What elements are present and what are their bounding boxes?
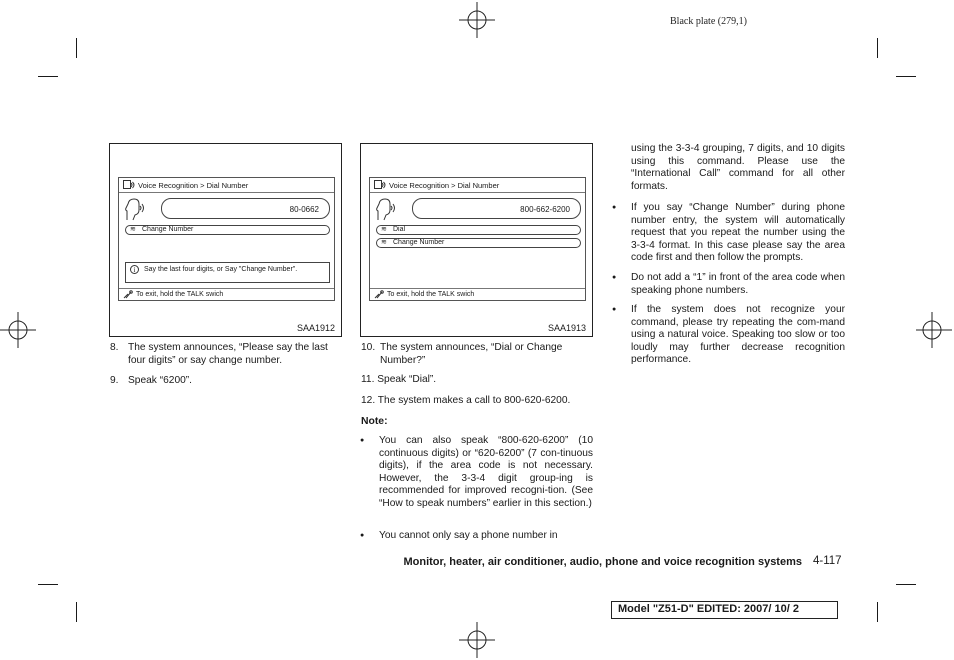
crop-mark (877, 38, 878, 58)
face-icon (123, 198, 145, 222)
bullet-change-number: If you say “Change Number” during phone number entry, the system will automatically request that you repeat the number using the 3-3-4 format. In this case please say the area code first and then follow the prompts. (631, 202, 845, 264)
screen-title: Voice Recognition > Dial Number (374, 180, 499, 190)
registration-mark-icon (457, 0, 497, 40)
crop-mark (76, 38, 77, 58)
voice-recognition-icon (374, 180, 386, 190)
info-icon: i (130, 265, 139, 274)
step-8-text: The system announces, “Please say the last four digits” or say change number. (128, 342, 328, 366)
section-footer: Monitor, heater, air conditioner, audio, phone and voice recognition systems (403, 556, 802, 568)
registration-mark-icon (912, 310, 952, 350)
crop-mark (38, 584, 58, 585)
talk-icon (123, 290, 133, 299)
bullet-icon: ● (612, 274, 617, 281)
crop-mark (877, 602, 878, 622)
screen-separator (119, 288, 334, 289)
prompt-message: i Say the last four digits, or Say "Change Number". (125, 262, 330, 283)
screen-separator (370, 192, 585, 193)
dial-option[interactable]: ≋ Dial (376, 225, 581, 235)
page-number: 4-117 (813, 555, 842, 567)
step-12: 12. The system makes a call to 800-620-6200. (361, 395, 571, 406)
step-9-number: 9. (110, 375, 119, 386)
note-bullet-1: You can also speak “800-620-6200” (10 continuous digits) or “620-6200” (7 con-tinuous digits), if the area code is not necessary. However, the 3-3-4 digit group-ing is recommended for improved recogni-tion. (See “How to speak numbers” earlier in this section.) (379, 435, 593, 509)
exit-instruction: To exit, hold the TALK swich (374, 290, 474, 299)
registration-mark-icon (0, 310, 40, 350)
face-icon (374, 198, 396, 222)
step-11: 11. Speak “Dial”. (361, 374, 437, 385)
talk-icon: ≋ (381, 239, 387, 246)
screen-separator (119, 192, 334, 193)
figure-saa1913 (360, 143, 593, 337)
note-heading: Note: (361, 416, 388, 427)
note-bullet-2: You cannot only say a phone number in (379, 530, 558, 541)
bullet-icon: ● (360, 437, 365, 444)
talk-icon: ≋ (130, 226, 136, 233)
screen-separator (370, 288, 585, 289)
figure-code: SAA1912 (296, 323, 335, 333)
plate-label: Black plate (279,1) (670, 16, 747, 27)
voice-recognition-icon (123, 180, 135, 190)
talk-icon: ≋ (381, 226, 387, 233)
figure-saa1912 (109, 143, 342, 337)
number-display (412, 198, 581, 219)
step-9-text: Speak “6200”. (128, 375, 192, 386)
continued-text: using the 3-3-4 grouping, 7 digits, and 10 digits using this command. Please use the “International Call” command for all other formats. (631, 143, 845, 192)
screen-display (369, 177, 586, 301)
bullet-icon: ● (612, 306, 617, 313)
bullet-icon: ● (360, 532, 365, 539)
change-number-option[interactable]: ≋ Change Number (376, 238, 581, 248)
screen-display (118, 177, 335, 301)
crop-mark (896, 76, 916, 77)
exit-instruction: To exit, hold the TALK swich (123, 290, 223, 299)
figure-code: SAA1913 (547, 323, 586, 333)
crop-mark (76, 602, 77, 622)
crop-mark (38, 76, 58, 77)
crop-mark (896, 584, 916, 585)
talk-icon (374, 290, 384, 299)
bullet-icon: ● (612, 204, 617, 211)
step-10-number: 10. (361, 342, 376, 353)
step-10-text: The system announces, “Dial or Change Number?” (380, 342, 563, 366)
registration-mark-icon (457, 620, 497, 660)
screen-title: Voice Recognition > Dial Number (123, 180, 248, 190)
change-number-option[interactable]: ≋ Change Number (125, 225, 330, 235)
step-8-number: 8. (110, 342, 119, 353)
dialed-number: 800-662-6200 (520, 205, 570, 214)
bullet-recognition: If the system does not recognize your command, please try repeating the com-mand using a natural voice. Speaking too slow or too loudly may further decrease recognition performance. (631, 304, 845, 366)
number-display (161, 198, 330, 219)
model-edition-box: Model "Z51-D" EDITED: 2007/ 10/ 2 (611, 601, 838, 619)
dialed-number: 80-0662 (289, 205, 319, 214)
bullet-area-code: Do not add a “1” in front of the area code when speaking phone numbers. (631, 272, 845, 296)
